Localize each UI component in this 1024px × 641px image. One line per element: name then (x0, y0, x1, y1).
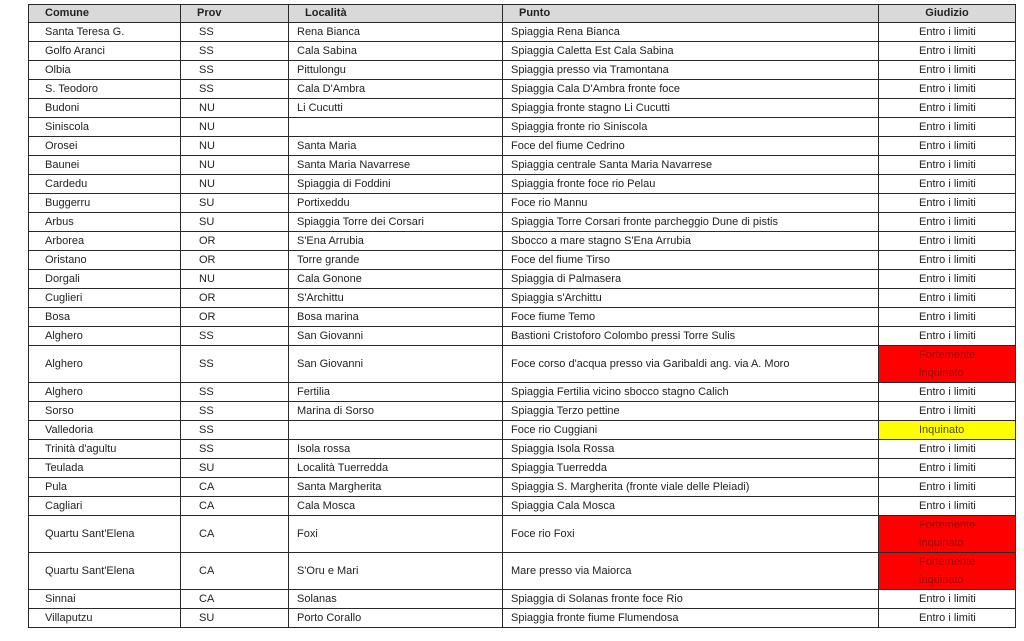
cell-punto: Spiaggia Caletta Est Cala Sabina (503, 42, 879, 61)
table-row (29, 327, 1016, 346)
cell-comune: Olbia (29, 61, 181, 80)
cell-comune: Baunei (29, 156, 181, 175)
cell-localita: Pittulongu (289, 61, 503, 80)
cell-prov: NU (181, 156, 289, 175)
cell-prov: NU (181, 118, 289, 137)
cell-giudizio: Fortemente inquinato (879, 346, 1016, 383)
cell-giudizio: Entro i limiti (879, 194, 1016, 213)
table-row (29, 383, 1016, 402)
cell-punto: Foce rio Cuggiani (503, 421, 879, 440)
table-row (29, 118, 1016, 137)
cell-localita: Porto Corallo (289, 609, 503, 628)
table-row (29, 232, 1016, 251)
cell-prov: OR (181, 289, 289, 308)
cell-localita: Li Cucutti (289, 99, 503, 118)
cell-prov: SS (181, 23, 289, 42)
cell-comune: Orosei (29, 137, 181, 156)
cell-localita: San Giovanni (289, 327, 503, 346)
cell-prov: SS (181, 383, 289, 402)
cell-comune: Golfo Aranci (29, 42, 181, 61)
cell-localita: Spiaggia Torre dei Corsari (289, 213, 503, 232)
cell-prov: SU (181, 459, 289, 478)
header-prov: Prov (181, 5, 289, 23)
table-row (29, 137, 1016, 156)
cell-localita: S'Oru e Mari (289, 553, 503, 590)
cell-punto: Spiaggia centrale Santa Maria Navarrese (503, 156, 879, 175)
cell-prov: NU (181, 137, 289, 156)
cell-localita: Rena Bianca (289, 23, 503, 42)
cell-giudizio: Entro i limiti (879, 175, 1016, 194)
cell-comune: Siniscola (29, 118, 181, 137)
cell-localita: Solanas (289, 590, 503, 609)
cell-punto: Foce rio Mannu (503, 194, 879, 213)
cell-prov: NU (181, 175, 289, 194)
cell-comune: Villaputzu (29, 609, 181, 628)
cell-punto: Foce corso d'acqua presso via Garibaldi ang. via A. Moro (503, 346, 879, 383)
cell-prov: NU (181, 270, 289, 289)
cell-punto: Foce del fiume Tirso (503, 251, 879, 270)
cell-comune: Arbus (29, 213, 181, 232)
cell-prov: NU (181, 99, 289, 118)
cell-punto: Spiaggia fronte foce rio Pelau (503, 175, 879, 194)
cell-comune: Sinnai (29, 590, 181, 609)
cell-giudizio: Entro i limiti (879, 99, 1016, 118)
cell-comune: Oristano (29, 251, 181, 270)
cell-prov: SS (181, 61, 289, 80)
cell-localita: San Giovanni (289, 346, 503, 383)
cell-comune: Pula (29, 478, 181, 497)
table-row (29, 478, 1016, 497)
header-row (29, 5, 1016, 23)
cell-localita: Marina di Sorso (289, 402, 503, 421)
cell-localita: Santa Maria (289, 137, 503, 156)
cell-localita: Spiaggia di Foddini (289, 175, 503, 194)
cell-giudizio: Entro i limiti (879, 308, 1016, 327)
cell-prov: SU (181, 213, 289, 232)
header-comune: Comune (29, 5, 181, 23)
cell-comune: Santa Teresa G. (29, 23, 181, 42)
cell-comune: Bosa (29, 308, 181, 327)
cell-giudizio: Fortemente inquinato (879, 516, 1016, 553)
cell-punto: Spiaggia Cala Mosca (503, 497, 879, 516)
table-row (29, 402, 1016, 421)
cell-punto: Spiaggia di Solanas fronte foce Rio (503, 590, 879, 609)
table-row (29, 156, 1016, 175)
cell-comune: Sorso (29, 402, 181, 421)
cell-giudizio: Entro i limiti (879, 61, 1016, 80)
cell-localita: Santa Margherita (289, 478, 503, 497)
cell-localita: S'Ena Arrubia (289, 232, 503, 251)
cell-localita: Isola rossa (289, 440, 503, 459)
table-row (29, 590, 1016, 609)
cell-localita: Cala D'Ambra (289, 80, 503, 99)
cell-punto: Spiaggia Cala D'Ambra fronte foce (503, 80, 879, 99)
table-row (29, 497, 1016, 516)
cell-prov: CA (181, 478, 289, 497)
cell-punto: Spiaggia fronte fiume Flumendosa (503, 609, 879, 628)
cell-giudizio: Entro i limiti (879, 251, 1016, 270)
cell-punto: Spiaggia Isola Rossa (503, 440, 879, 459)
cell-prov: SS (181, 42, 289, 61)
table-row (29, 421, 1016, 440)
cell-giudizio: Entro i limiti (879, 327, 1016, 346)
cell-localita: Bosa marina (289, 308, 503, 327)
cell-comune: Arborea (29, 232, 181, 251)
cell-localita: Cala Mosca (289, 497, 503, 516)
cell-comune: Dorgali (29, 270, 181, 289)
cell-prov: OR (181, 251, 289, 270)
table-row (29, 23, 1016, 42)
table-row (29, 194, 1016, 213)
cell-giudizio: Entro i limiti (879, 80, 1016, 99)
cell-comune: Quartu Sant'Elena (29, 516, 181, 553)
cell-punto: Spiaggia Fertilia vicino sbocco stagno Calich (503, 383, 879, 402)
cell-prov: CA (181, 590, 289, 609)
cell-localita (289, 421, 503, 440)
cell-punto: Mare presso via Maiorca (503, 553, 879, 590)
cell-localita: Foxi (289, 516, 503, 553)
table-row (29, 609, 1016, 628)
cell-comune: Budoni (29, 99, 181, 118)
cell-prov: CA (181, 516, 289, 553)
cell-comune: Buggerru (29, 194, 181, 213)
cell-giudizio: Entro i limiti (879, 459, 1016, 478)
cell-comune: Cuglieri (29, 289, 181, 308)
water-quality-table (28, 4, 1016, 628)
header-punto: Punto (503, 5, 879, 23)
cell-punto: Spiaggia di Palmasera (503, 270, 879, 289)
cell-punto: Spiaggia fronte stagno Li Cucutti (503, 99, 879, 118)
cell-comune: S. Teodoro (29, 80, 181, 99)
cell-comune: Alghero (29, 383, 181, 402)
cell-punto: Foce rio Foxi (503, 516, 879, 553)
cell-prov: SS (181, 421, 289, 440)
table-row (29, 459, 1016, 478)
cell-giudizio: Entro i limiti (879, 23, 1016, 42)
cell-giudizio: Entro i limiti (879, 609, 1016, 628)
cell-giudizio: Entro i limiti (879, 289, 1016, 308)
cell-punto: Bastioni Cristoforo Colombo pressi Torre Sulis (503, 327, 879, 346)
cell-localita (289, 118, 503, 137)
cell-comune: Trinità d'agultu (29, 440, 181, 459)
table-body (29, 23, 1016, 628)
table-row (29, 516, 1016, 553)
table-row (29, 61, 1016, 80)
cell-punto: Spiaggia s'Archittu (503, 289, 879, 308)
cell-punto: Sbocco a mare stagno S'Ena Arrubia (503, 232, 879, 251)
cell-prov: SS (181, 346, 289, 383)
cell-prov: SU (181, 609, 289, 628)
table-row (29, 213, 1016, 232)
cell-giudizio: Entro i limiti (879, 478, 1016, 497)
cell-giudizio: Entro i limiti (879, 590, 1016, 609)
cell-giudizio: Fortemente inquinato (879, 553, 1016, 590)
cell-prov: OR (181, 232, 289, 251)
table-row (29, 270, 1016, 289)
cell-prov: CA (181, 553, 289, 590)
cell-punto: Spiaggia Tuerredda (503, 459, 879, 478)
cell-prov: SS (181, 80, 289, 99)
cell-giudizio: Entro i limiti (879, 118, 1016, 137)
cell-giudizio: Entro i limiti (879, 232, 1016, 251)
cell-giudizio: Entro i limiti (879, 156, 1016, 175)
table-row (29, 553, 1016, 590)
cell-giudizio: Entro i limiti (879, 383, 1016, 402)
header-localita: Località (289, 5, 503, 23)
cell-giudizio: Entro i limiti (879, 497, 1016, 516)
cell-comune: Alghero (29, 327, 181, 346)
cell-punto: Spiaggia fronte rio Siniscola (503, 118, 879, 137)
cell-localita: Cala Gonone (289, 270, 503, 289)
cell-giudizio: Entro i limiti (879, 213, 1016, 232)
cell-punto: Spiaggia S. Margherita (fronte viale delle Pleiadi) (503, 478, 879, 497)
cell-punto: Spiaggia presso via Tramontana (503, 61, 879, 80)
cell-giudizio: Entro i limiti (879, 42, 1016, 61)
table-row (29, 346, 1016, 383)
cell-giudizio: Entro i limiti (879, 402, 1016, 421)
cell-localita: Cala Sabina (289, 42, 503, 61)
table-row (29, 289, 1016, 308)
cell-comune: Alghero (29, 346, 181, 383)
cell-localita: Torre grande (289, 251, 503, 270)
cell-localita: Portixeddu (289, 194, 503, 213)
cell-prov: CA (181, 497, 289, 516)
cell-localita: Santa Maria Navarrese (289, 156, 503, 175)
cell-localita: Fertilia (289, 383, 503, 402)
cell-giudizio: Entro i limiti (879, 270, 1016, 289)
table-row (29, 440, 1016, 459)
cell-punto: Spiaggia Torre Corsari fronte parcheggio Dune di pistis (503, 213, 879, 232)
table-row (29, 42, 1016, 61)
cell-giudizio: Entro i limiti (879, 440, 1016, 459)
cell-prov: SU (181, 194, 289, 213)
cell-prov: OR (181, 308, 289, 327)
table-row (29, 175, 1016, 194)
cell-comune: Teulada (29, 459, 181, 478)
table-row (29, 308, 1016, 327)
header-giudizio: Giudizio (879, 5, 1016, 23)
table-header (29, 5, 1016, 23)
cell-punto: Spiaggia Terzo pettine (503, 402, 879, 421)
cell-localita: Località Tuerredda (289, 459, 503, 478)
cell-prov: SS (181, 402, 289, 421)
cell-giudizio: Entro i limiti (879, 137, 1016, 156)
table-row (29, 80, 1016, 99)
cell-comune: Valledoria (29, 421, 181, 440)
cell-prov: SS (181, 327, 289, 346)
cell-punto: Foce del fiume Cedrino (503, 137, 879, 156)
cell-comune: Quartu Sant'Elena (29, 553, 181, 590)
cell-giudizio: Inquinato (879, 421, 1016, 440)
cell-localita: S'Archittu (289, 289, 503, 308)
table-row (29, 99, 1016, 118)
cell-comune: Cardedu (29, 175, 181, 194)
cell-comune: Cagliari (29, 497, 181, 516)
cell-punto: Spiaggia Rena Bianca (503, 23, 879, 42)
table-row (29, 251, 1016, 270)
cell-prov: SS (181, 440, 289, 459)
cell-punto: Foce fiume Temo (503, 308, 879, 327)
